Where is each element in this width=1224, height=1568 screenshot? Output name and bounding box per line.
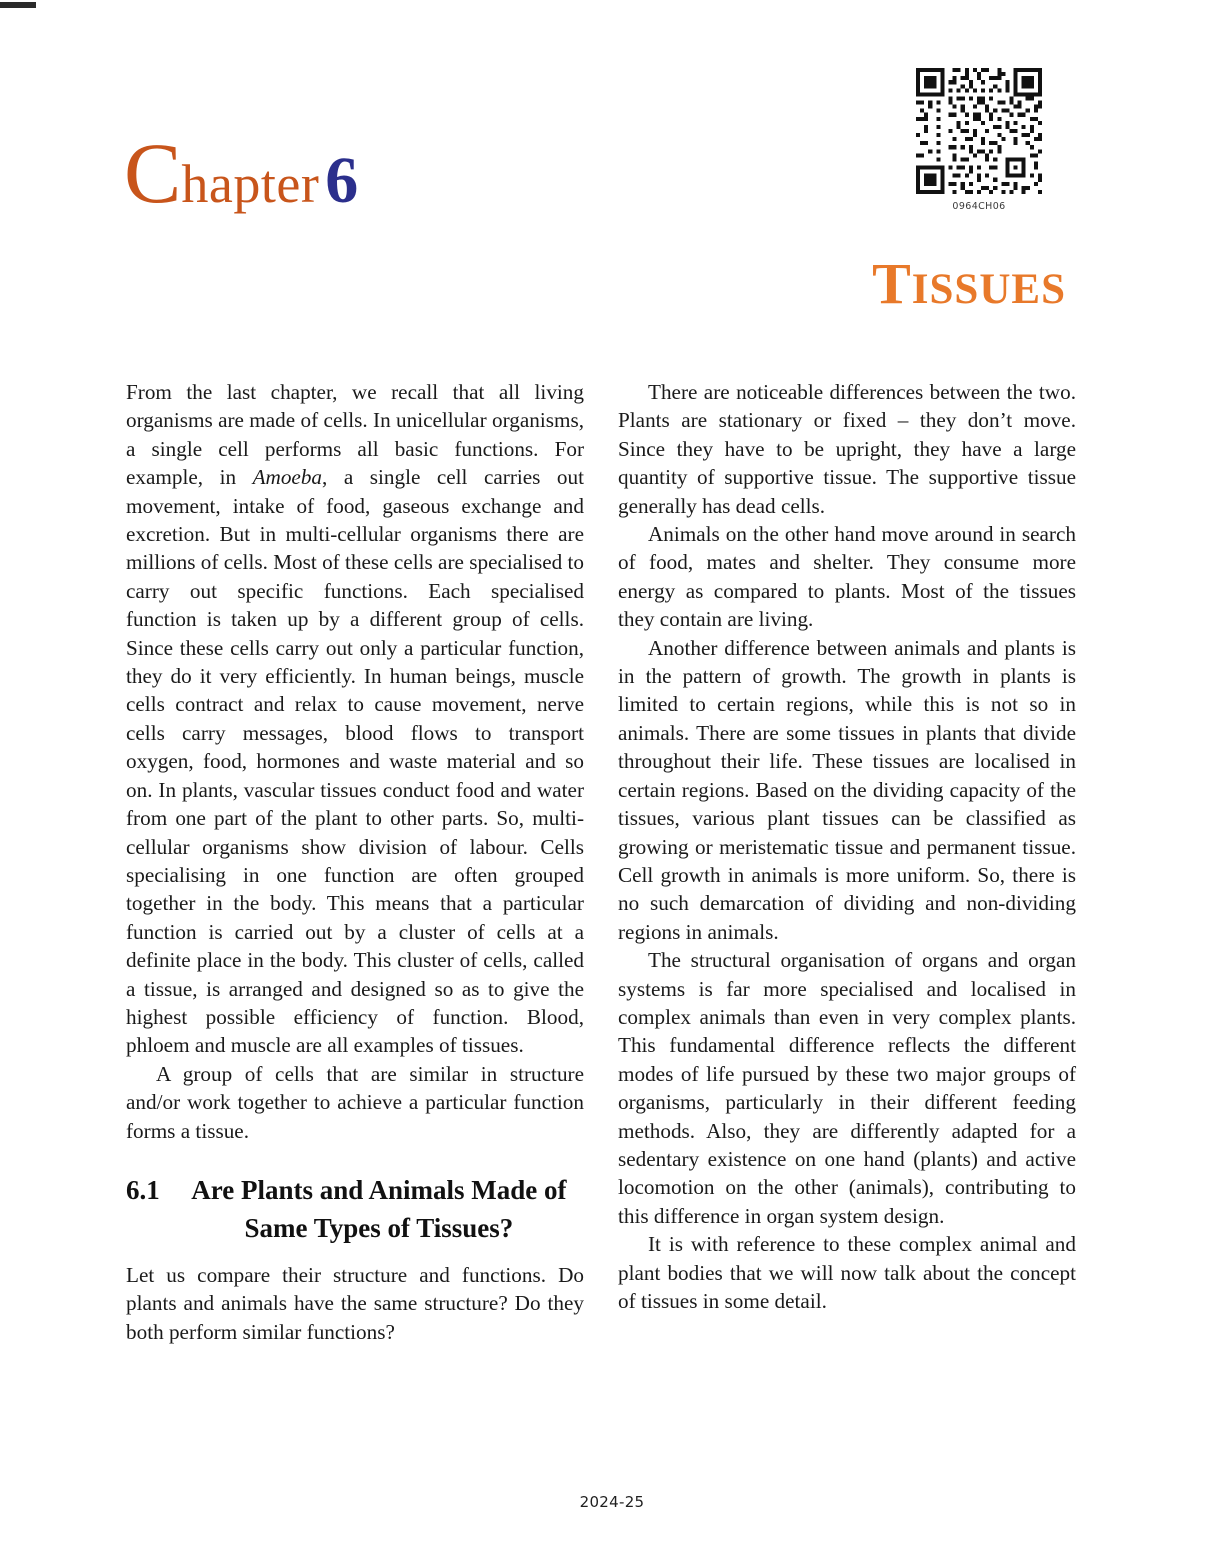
paragraph xyxy=(126,1060,584,1145)
left-column-paragraphs xyxy=(126,378,584,1145)
qr-code-caption: 0964CH06 xyxy=(952,201,1006,212)
text-run: The structural organisation of organs and organ systems is far more specialised and localised in complex animals than even in very complex plants. This fundamental difference reflects the different modes of life pursued by these two major groups of organisms, particularly in their different feeding methods. Also, they are differently adapted for a sedentary existence on one hand (plants) and active locomotion on the other (animals), contributing to this difference in organ system design. xyxy=(618,948,1076,1228)
text-run: Another difference between animals and plants is in the pattern of growth. The growth in plants is limited to certain regions, while this is not so in animals. There are some tissues in plants that divide throughout their life. These tissues are localised in certain regions. Based on the dividing capacity of the tissues, various plant tissues can be classified as growing or meristematic tissue and permanent tissue. Cell growth in animals is more uniform. So, there is no such demarcation of dividing and non-dividing regions in animals. xyxy=(618,635,1076,944)
paragraph xyxy=(618,520,1076,634)
chapter-word: hapter xyxy=(181,154,320,214)
qr-code-icon[interactable] xyxy=(912,64,1046,198)
scientific-name: Amoeba xyxy=(252,465,323,490)
section-title: Are Plants and Animals Made of Same Types of Tissues? xyxy=(191,1174,567,1243)
page-title-rest: ISSUES xyxy=(911,266,1066,313)
paragraph xyxy=(618,946,1076,1230)
text-run: It is with reference to these complex animal and plant bodies that we will now talk about the concept of tissues in some detail. xyxy=(618,1232,1076,1313)
right-column-paragraphs xyxy=(618,378,1076,1315)
section-heading xyxy=(126,1171,584,1247)
chapter-number: 6 xyxy=(325,144,359,217)
page-title-first-letter: T xyxy=(872,251,912,316)
paragraph xyxy=(126,1261,584,1346)
paragraph xyxy=(618,1230,1076,1315)
text-run: , a single cell carries out movement, intake of food, gaseous exchange and excretion. But in multi-cellular organisms there are millions of cells. Most of these cells are specialised to carry out specific functions. Each specialised function is taken up by a different group of cells. Since these cells carry out only a particular function, they do it very efficiently. In human beings, muscle cells contract and relax to cause movement, nerve cells carry messages, blood flows to transport oxygen, food, hormones and waste material and so on. In plants, vascular tissues conduct food and water from one part of the plant to other parts. So, multi-cellular organisms show division of labour. Cells specialising in one function are often grouped together in the body. This means that a particular function is carried out by a cluster of cells at a definite place in the body. This cluster of cells, called a tissue, is arranged and designed so as to give the highest possible efficiency of function. Blood, phloem and muscle are all examples of tissues. xyxy=(126,465,585,1058)
paragraph xyxy=(126,378,584,1060)
paragraph xyxy=(618,378,1076,520)
left-column-after-section xyxy=(126,1261,584,1346)
body-columns xyxy=(126,378,1076,1346)
right-column xyxy=(618,378,1076,1346)
page-header xyxy=(0,0,1224,350)
text-run: There are noticeable differences between the two. Plants are stationary or fixed – they don’t move. Since they have to be upright, they have a large quantity of supportive tissue. The supportive tissue generally has dead cells. xyxy=(618,380,1076,518)
section-number: 6.1 xyxy=(126,1174,160,1205)
text-run: Let us compare their structure and functions. Do plants and animals have the same structure? Do they both perform similar functions? xyxy=(126,1262,584,1344)
paragraph xyxy=(618,634,1076,946)
text-run: From the last chapter, we recall that all living organisms are made of cells. In unicellular organisms, a single cell performs all basic functions. For example, in xyxy=(126,380,584,490)
text-run: Animals on the other hand move around in search of food, mates and shelter. They consume more energy as compared to plants. Most of the tissues they contain are living. xyxy=(618,522,1076,632)
chapter-drop-cap: C xyxy=(124,125,182,221)
text-run: A group of cells that are similar in structure and/or work together to achieve a particular function forms a tissue. xyxy=(126,1061,584,1143)
page-title xyxy=(872,251,1066,316)
qr-code-block[interactable] xyxy=(901,64,1057,212)
page-footer: 2024-25 xyxy=(579,1493,645,1511)
left-column xyxy=(126,378,584,1346)
chapter-label xyxy=(124,125,359,221)
